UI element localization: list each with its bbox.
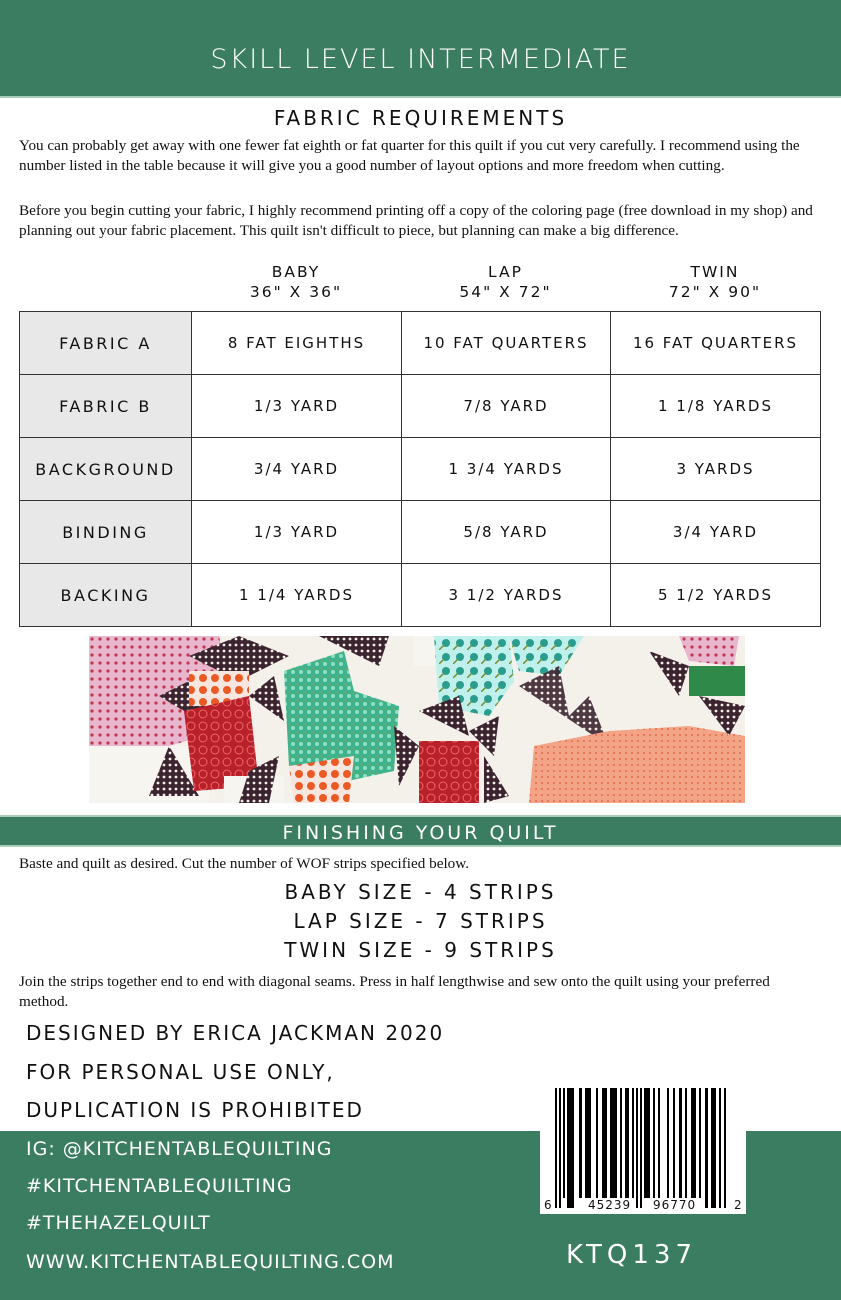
intro-paragraph-1: You can probably get away with one fewer fat eighth or fat quarter for this quilt if you cut very carefully. I recommend using the number listed in the table because it will give you a good number of layout options and more freedom when cutting. [19,137,800,174]
quilt-detail-photo [89,636,745,803]
website-link[interactable]: WWW.KITCHENTABLEQUILTING.COM [26,1251,395,1273]
table-cell: 8 FAT EIGHTHS [192,312,402,375]
table-cell: 1 3/4 YARDS [402,438,611,501]
column-header-twin [610,262,820,302]
column-size: 72" X 90" [668,283,762,301]
table-cell: 3 YARDS [611,438,821,501]
upc-barcode [540,1080,746,1214]
table-row [20,564,821,627]
column-header-baby [191,262,401,302]
barcode-digit-last: 2 [734,1198,742,1212]
table-cell: 5/8 YARD [402,501,611,564]
strips-baby: BABY SIZE - 4 STRIPS [284,880,557,904]
table-cell: 3 1/2 YARDS [402,564,611,627]
table-cell: 10 FAT QUARTERS [402,312,611,375]
header-band [0,0,841,98]
fabric-requirements-title: FABRIC REQUIREMENTS [273,106,568,130]
barcode-digits-left: 45239 [588,1198,632,1212]
column-name: TWIN [690,263,740,281]
skill-level-title: SKILL LEVEL INTERMEDIATE [210,44,631,75]
row-label: FABRIC B [20,375,192,438]
finishing-intro: Baste and quilt as desired. Cut the number of WOF strips specified below. [19,855,470,872]
finishing-band [0,815,841,847]
duplication-notice: DUPLICATION IS PROHIBITED [26,1098,364,1122]
table-row [20,375,821,438]
finishing-outro: Join the strips together end to end with diagonal seams. Press in half lengthwise and sew onto the quilt using your preferred method. [19,973,770,1010]
column-name: BABY [271,263,321,281]
barcode-digit-first: 6 [544,1198,552,1212]
strips-twin: TWIN SIZE - 9 STRIPS [284,938,557,962]
table-cell: 1 1/4 YARDS [192,564,402,627]
strips-lap: LAP SIZE - 7 STRIPS [293,909,548,933]
hashtag-thehazelquilt[interactable]: #THEHAZELQUILT [26,1212,211,1234]
personal-use-notice: FOR PERSONAL USE ONLY, [26,1060,335,1084]
row-label: BACKGROUND [20,438,192,501]
table-row [20,438,821,501]
finishing-title: FINISHING YOUR QUILT [282,822,559,844]
table-cell: 1 1/8 YARDS [611,375,821,438]
table-cell: 7/8 YARD [402,375,611,438]
table-row [20,501,821,564]
column-header-lap [401,262,610,302]
column-size: 36" X 36" [249,283,343,301]
table-cell: 5 1/2 YARDS [611,564,821,627]
table-cell: 3/4 YARD [611,501,821,564]
row-label: BACKING [20,564,192,627]
intro-paragraph-2: Before you begin cutting your fabric, I highly recommend printing off a copy of the coloring page (free download in my shop) and planning out your fabric placement. This quilt isn't difficult to piece, but planning can make a big difference. [19,202,813,239]
column-size: 54" X 72" [459,283,552,301]
table-cell: 16 FAT QUARTERS [611,312,821,375]
barcode-icon [555,1088,735,1208]
instagram-handle[interactable]: IG: @KITCHENTABLEQUILTING [26,1138,333,1160]
table-row [20,312,821,375]
column-name: LAP [488,263,523,281]
barcode-digits-right: 96770 [653,1198,697,1212]
table-cell: 1/3 YARD [192,375,402,438]
hashtag-kitchentablequilting[interactable]: #KITCHENTABLEQUILTING [26,1175,293,1197]
product-sku: KTQ137 [566,1240,698,1270]
table-cell: 1/3 YARD [192,501,402,564]
table-cell: 3/4 YARD [192,438,402,501]
designer-credit: DESIGNED BY ERICA JACKMAN 2020 [26,1021,445,1045]
row-label: FABRIC A [20,312,192,375]
fabric-requirements-table [19,311,821,627]
row-label: BINDING [20,501,192,564]
